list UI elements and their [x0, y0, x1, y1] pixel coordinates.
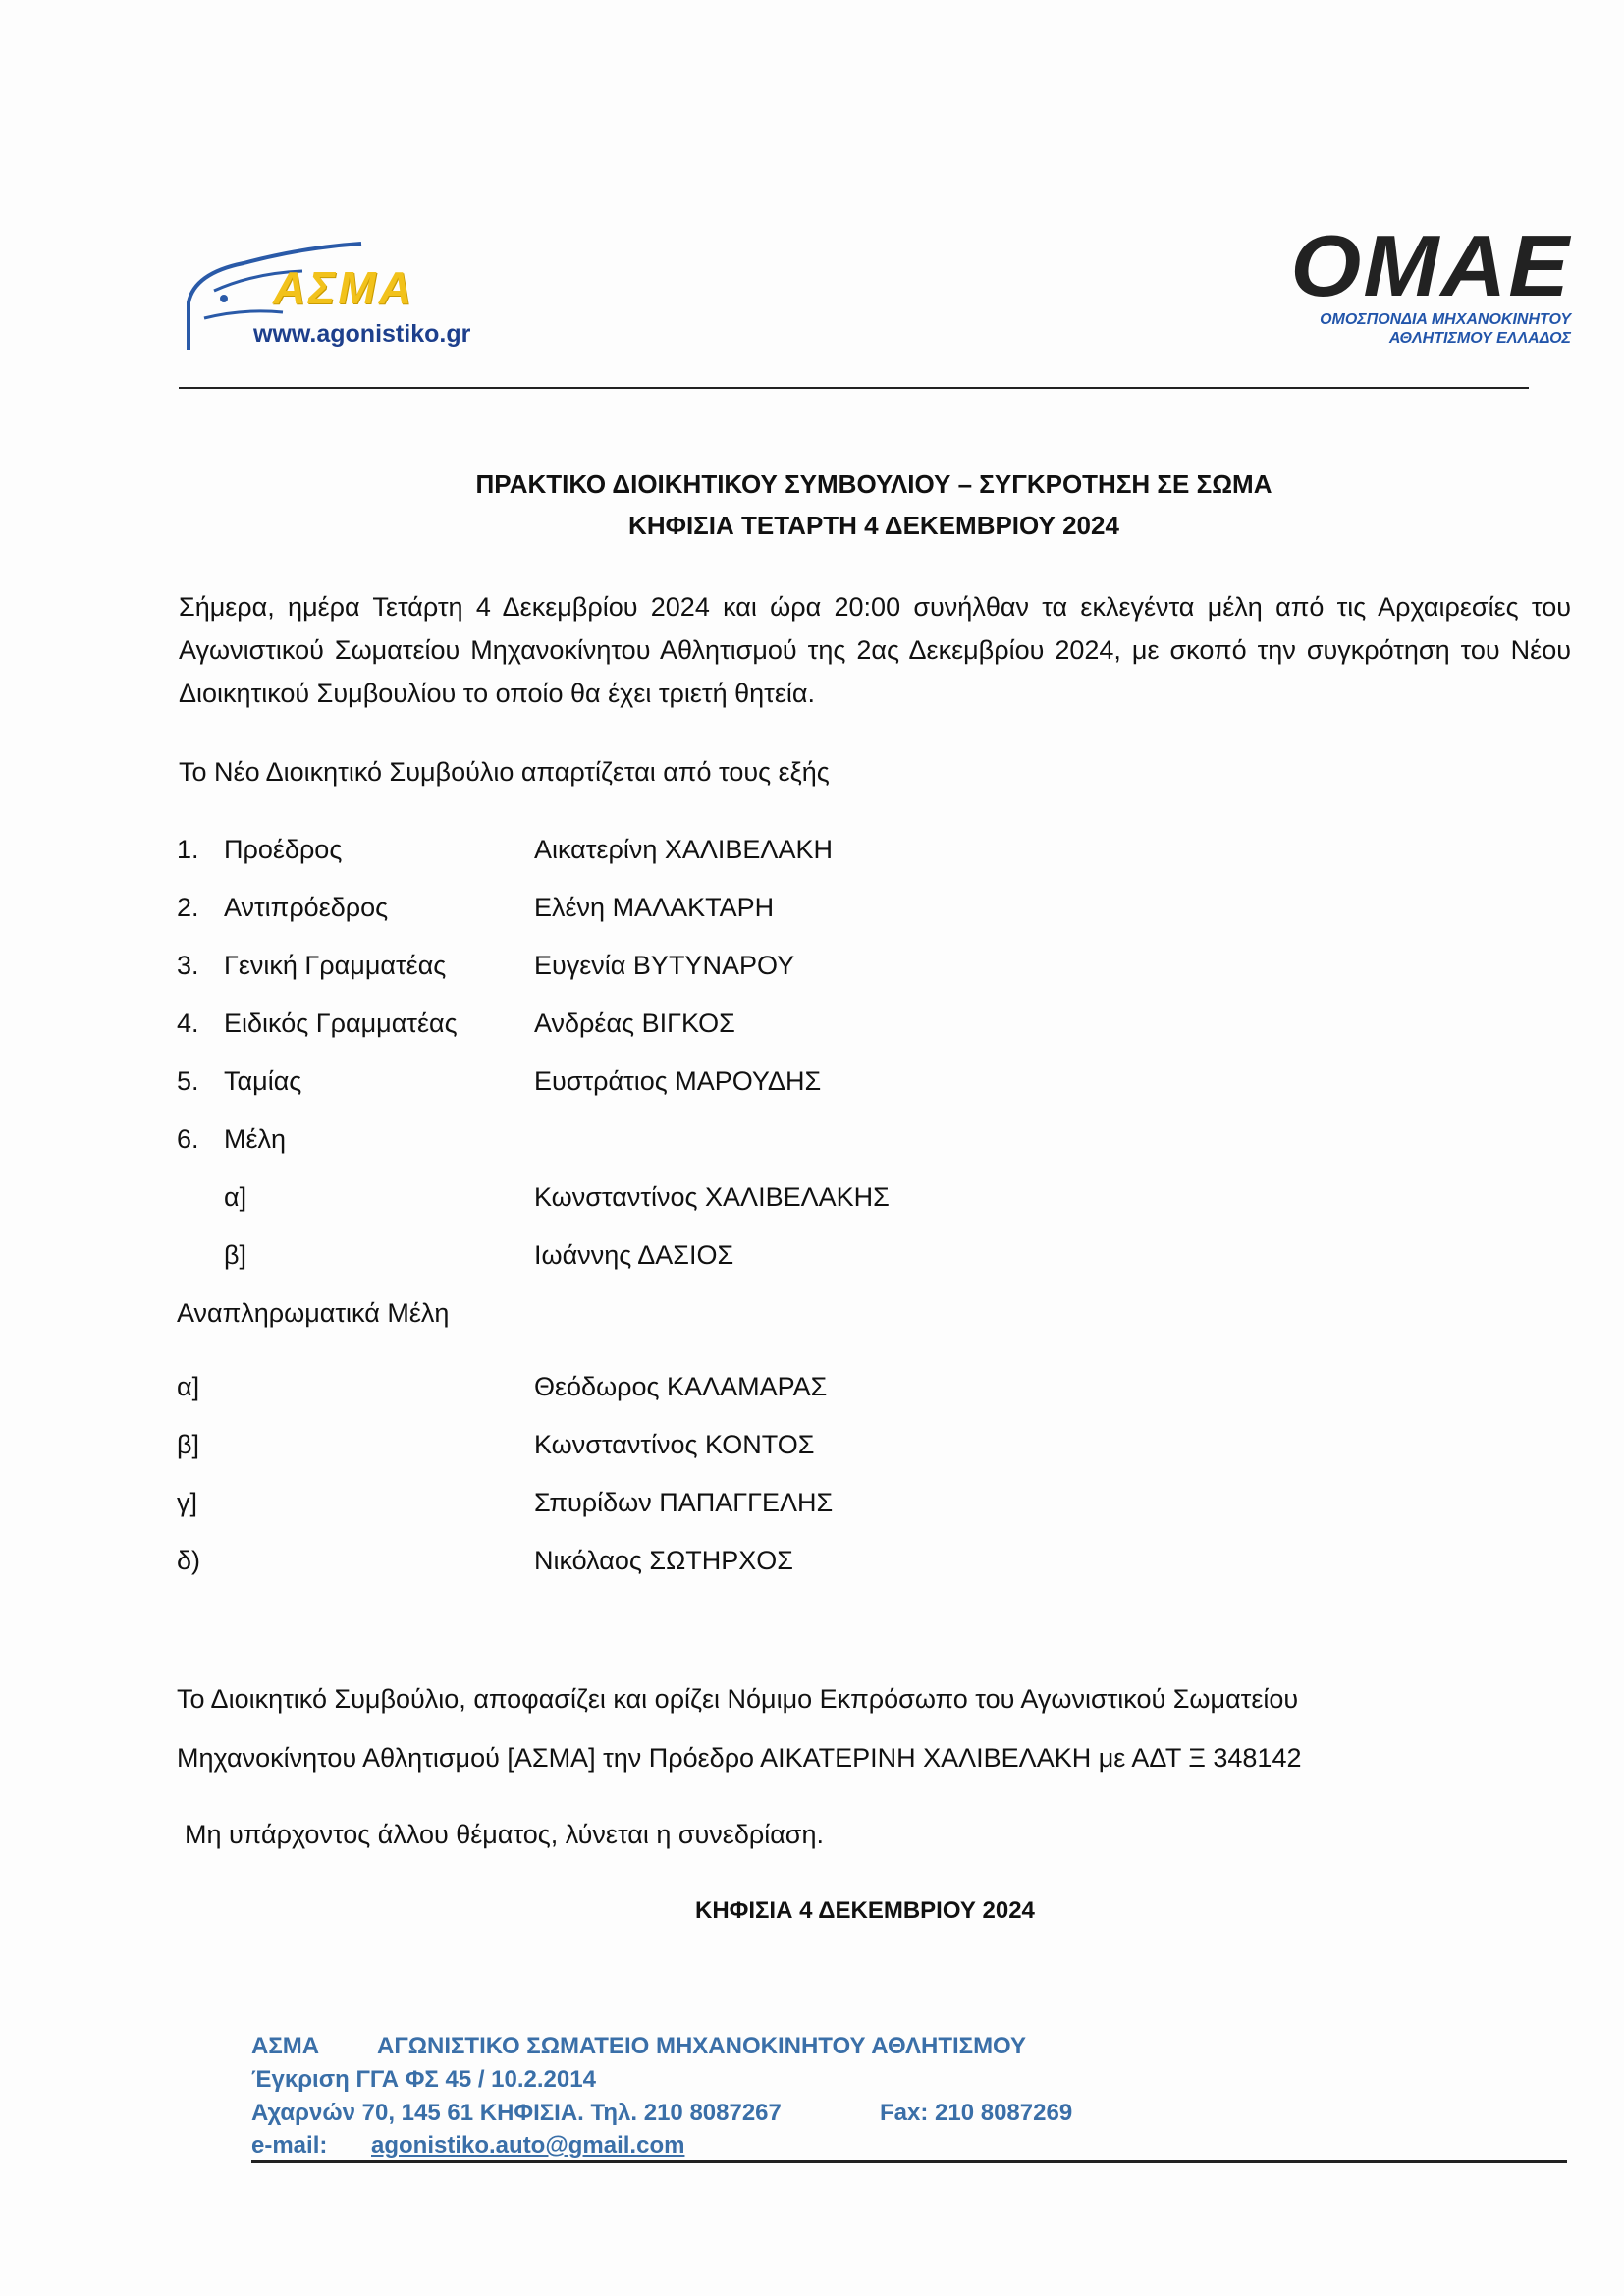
footer-fax: Fax: 210 8087269	[880, 2100, 1073, 2126]
omae-subtitle-line1: ΟΜΟΣΠΟΝΔΙΑ ΜΗΧΑΝΟΚΙΝΗΤΟΥ	[1320, 311, 1571, 328]
footer-org-name: ΑΓΩΝΙΣΤΙΚΟ ΣΩΜΑΤΕΙΟ ΜΗΧΑΝΟΚΙΝΗΤΟΥ ΑΘΛΗΤΙΣΜΟΥ	[377, 2033, 1027, 2059]
place-date: ΚΗΦΙΣΙΑ 4 ΔΕΚΕΜΒΡΙΟΥ 2024	[695, 1897, 1035, 1924]
board-num: 4.	[177, 1009, 199, 1038]
board-role: Μέλη	[224, 1124, 287, 1154]
decision-line1: Το Διοικητικό Συμβούλιο, αποφασίζει και ορίζει Νόμιμο Εκπρόσωπο του Αγωνιστικού Σωματείου	[177, 1684, 1299, 1714]
omae-subtitle-line2: ΑΘΛΗΤΙΣΜΟΥ ΕΛΛΑΔΟΣ	[1388, 330, 1571, 347]
substitute-name: Νικόλαος ΣΩΤΗΡΧΟΣ	[534, 1546, 793, 1575]
asma-logo-text: ΑΣΜΑ	[273, 262, 414, 313]
substitute-label: δ)	[177, 1546, 201, 1575]
asma-logo-url: www.agonistiko.gr	[253, 320, 471, 348]
substitute-label: γ]	[177, 1488, 198, 1517]
substitute-name: Θεόδωρος ΚΑΛΑΜΑΡΑΣ	[534, 1372, 828, 1401]
board-name: Ελένη ΜΑΛΑΚΤΑΡΗ	[534, 893, 775, 922]
board-role: Ειδικός Γραμματέας	[224, 1009, 458, 1038]
board-name: Ευγενία ΒΥΤΥΝΑΡΟΥ	[534, 951, 795, 980]
document-subtitle: ΚΗΦΙΣΙΑ ΤΕΤΑΡΤΗ 4 ΔΕΚΕΜΒΡΙΟΥ 2024	[628, 511, 1119, 540]
board-intro: Το Νέο Διοικητικό Συμβούλιο απαρτίζεται από τους εξής	[179, 757, 830, 787]
member-name: Ιωάννης ΔΑΣΙΟΣ	[534, 1240, 734, 1270]
board-num: 2.	[177, 893, 199, 922]
document-title: ΠΡΑΚΤΙΚΟ ΔΙΟΙΚΗΤΙΚΟΥ ΣΥΜΒΟΥΛΙΟΥ – ΣΥΓΚΡΟΤΗΣΗ ΣΕ ΣΩΜΑ	[475, 469, 1272, 499]
substitute-name: Κωνσταντίνος ΚΟΝΤΟΣ	[534, 1430, 815, 1459]
intro-paragraph: Σήμερα, ημέρα Τετάρτη 4 Δεκεμβρίου 2024 και ώρα 20:00 συνήλθαν τα εκλεγέντα μέλη από τις Αρχαιρεσίες του Αγωνιστικού Σωματείου Μηχανοκίνητου Αθλητισμού της 2ας Δεκεμβρίου 2024, με σκοπό την συγκρότηση του Νέου Διοικητικού Συμβουλίου το οποίο θα έχει τριετή θητεία.	[179, 592, 1571, 708]
board-name: Ανδρέας ΒΙΓΚΟΣ	[534, 1009, 735, 1038]
board-role: Αντιπρόεδρος	[224, 893, 389, 922]
board-name: Ευστράτιος ΜΑΡΟΥΔΗΣ	[534, 1066, 822, 1096]
substitute-label: β]	[177, 1430, 200, 1459]
board-role: Γενική Γραμματέας	[224, 951, 447, 980]
closing-text: Μη υπάρχοντος άλλου θέματος, λύνεται η συνεδρίαση.	[185, 1820, 824, 1849]
member-label: β]	[224, 1240, 247, 1270]
substitute-label: α]	[177, 1372, 200, 1401]
board-role: Προέδρος	[224, 835, 343, 864]
omae-logo	[1247, 217, 1571, 350]
substitute-name: Σπυρίδων ΠΑΠΑΓΓΕΛΗΣ	[534, 1488, 834, 1517]
member-label: α]	[224, 1182, 247, 1212]
footer-address: Αχαρνών 70, 145 61 ΚΗΦΙΣΙΑ. Τηλ. 210 8087267	[251, 2100, 782, 2126]
footer-org-abbr: ΑΣΜΑ	[251, 2033, 320, 2059]
footer-divider	[251, 2160, 1567, 2163]
board-role: Ταμίας	[224, 1066, 302, 1096]
board-name: Αικατερίνη ΧΑΛΙΒΕΛΑΚΗ	[534, 835, 833, 864]
header-divider	[179, 387, 1529, 389]
footer-approval: Έγκριση ΓΓΑ ΦΣ 45 / 10.2.2014	[251, 2066, 596, 2093]
board-num: 6.	[177, 1124, 199, 1154]
asma-logo	[185, 234, 479, 350]
board-num: 3.	[177, 951, 199, 980]
footer-email-label: e-mail:	[251, 2132, 328, 2159]
footer-email-link[interactable]: agonistiko.auto@gmail.com	[371, 2132, 685, 2159]
decision-line2: Μηχανοκίνητου Αθλητισμού [ΑΣΜΑ] την Πρόεδρο ΑΙΚΑΤΕΡΙΝΗ ΧΑΛΙΒΕΛΑΚΗ με ΑΔΤ Ξ 348142	[177, 1743, 1302, 1773]
board-num: 1.	[177, 835, 199, 864]
board-num: 5.	[177, 1066, 199, 1096]
substitutes-heading: Αναπληρωματικά Μέλη	[177, 1298, 450, 1328]
omae-logo-text: ΟΜΑΕ	[1290, 217, 1571, 314]
member-name: Κωνσταντίνος ΧΑΛΙΒΕΛΑΚΗΣ	[534, 1182, 890, 1212]
